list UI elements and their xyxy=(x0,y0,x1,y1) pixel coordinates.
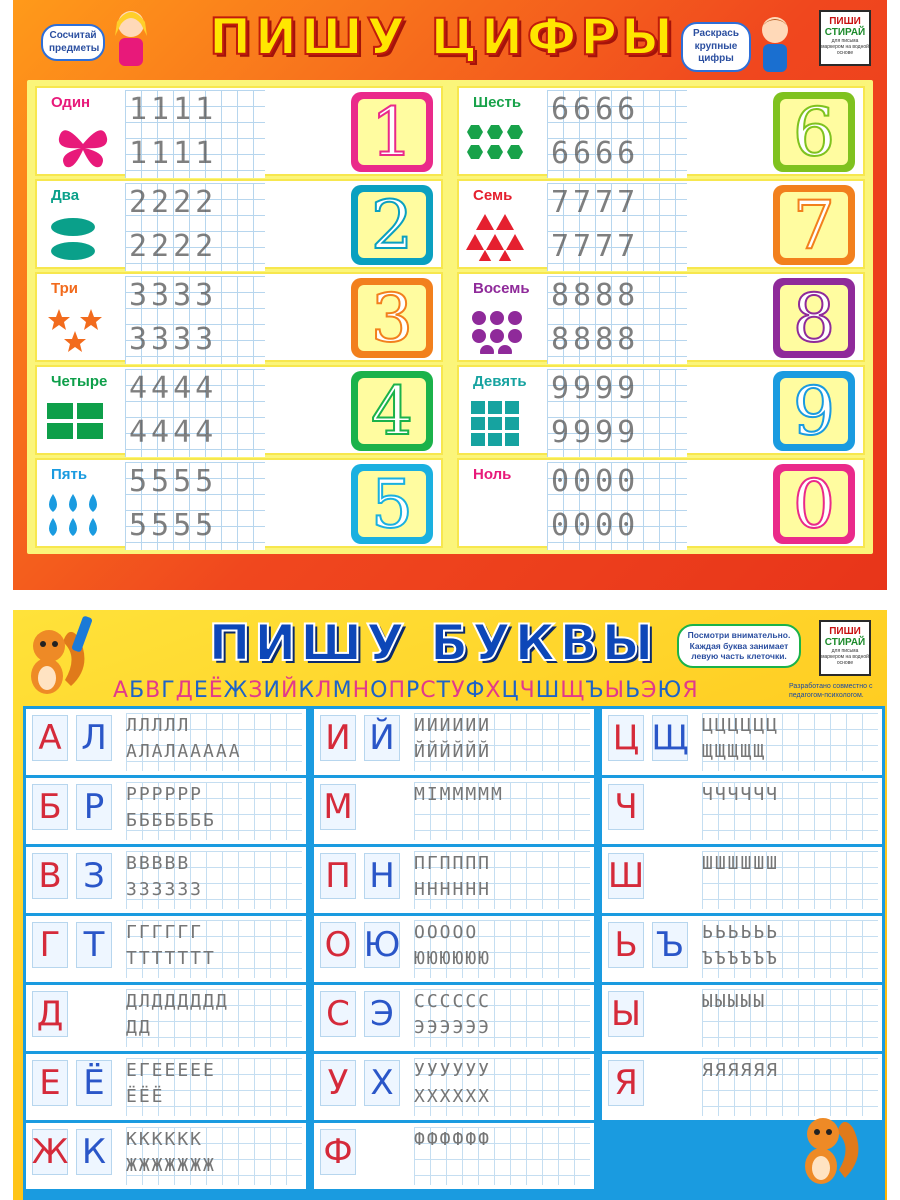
letter-tracing-grid[interactable] xyxy=(126,713,302,771)
digit-row-2 xyxy=(35,179,443,269)
letter-tracing-grid[interactable] xyxy=(702,851,878,909)
alphabet-strip xyxy=(113,678,699,703)
trace-line-2: ЖЖЖЖЖЖЖ xyxy=(126,1155,216,1176)
trace-line-1: УУУУУУ xyxy=(414,1060,492,1081)
letter-row-БР xyxy=(26,778,306,844)
blank-icon xyxy=(465,492,545,540)
model-letter: Ц xyxy=(608,715,644,761)
digit-name: Пять xyxy=(51,466,88,483)
trace-line-1: 6666 xyxy=(551,92,640,127)
model-letter: Б xyxy=(32,784,68,830)
trace-line-2: ЪЪЪЪЪЪ xyxy=(702,948,780,969)
rectangles-icon xyxy=(43,399,123,447)
model-letter: Ь xyxy=(608,922,644,968)
letter-tracing-grid[interactable] xyxy=(414,713,590,771)
alphabet-letter: Э xyxy=(641,678,658,703)
model-letter: В xyxy=(32,853,68,899)
drops-icon xyxy=(43,492,123,540)
trace-line-1: ФФФФФФ xyxy=(414,1129,492,1150)
trace-line-1: 8888 xyxy=(551,278,640,313)
trace-line-2: ТТТТТТТ xyxy=(126,948,216,969)
model-letter: К xyxy=(76,1129,112,1175)
alphabet-letter: З xyxy=(248,678,264,703)
alphabet-letter: Ц xyxy=(501,678,520,703)
letter-tracing-grid[interactable] xyxy=(702,782,878,840)
letters-title: ПИШУ БУКВЫ xyxy=(208,614,658,672)
digit-row-7 xyxy=(457,179,865,269)
alphabet-letter: У xyxy=(451,678,466,703)
big-digit: 5 xyxy=(371,465,413,543)
letter-row-Ч xyxy=(602,778,882,844)
digit-name: Восемь xyxy=(473,280,530,297)
squirrel-with-marker-icon xyxy=(23,616,93,700)
trace-line-2: 6666 xyxy=(551,136,640,171)
alphabet-letter: И xyxy=(263,678,281,703)
squares-icon xyxy=(465,399,545,447)
alphabet-letter: Х xyxy=(485,678,502,703)
alphabet-letter: О xyxy=(370,678,389,703)
trace-line-2: ЁЁЁ xyxy=(126,1086,165,1107)
letter-tracing-grid[interactable] xyxy=(702,989,878,1047)
letter-row-ОЮ xyxy=(314,916,594,982)
letter-row-ЦЩ xyxy=(602,709,882,775)
alphabet-letter: В xyxy=(145,678,162,703)
boy-illustration-icon xyxy=(753,12,797,72)
squirrel-icon xyxy=(795,1104,865,1188)
model-letter: Д xyxy=(32,991,68,1037)
ovals-icon xyxy=(43,213,123,261)
letter-row-ИЙ xyxy=(314,709,594,775)
alphabet-letter: Ь xyxy=(625,678,642,703)
trace-line-1: СССССС xyxy=(414,991,492,1012)
alphabet-letter: А xyxy=(113,678,130,703)
trace-line-1: МІМММММ xyxy=(414,784,504,805)
digit-name: Три xyxy=(51,280,78,297)
alphabet-letter: К xyxy=(298,678,316,703)
alphabet-letter: Р xyxy=(406,678,421,703)
model-letter: Ы xyxy=(608,991,644,1037)
tracing-grid[interactable] xyxy=(547,90,687,178)
model-letter: Т xyxy=(76,922,112,968)
digit-name: Девять xyxy=(473,373,527,390)
model-letter: З xyxy=(76,853,112,899)
trace-line-1: РРРРРР xyxy=(126,784,204,805)
big-digit: 9 xyxy=(793,372,835,450)
trace-line-1: ЛЛЛЛЛ xyxy=(126,715,191,736)
brand-logo-letters: ПИШИ СТИРАЙ для письма маркером на водной основе xyxy=(819,620,871,676)
trace-line-2: ЙЙЙЙЙЙ xyxy=(414,741,492,762)
digit-row-1 xyxy=(35,86,443,176)
big-digit-box[interactable] xyxy=(351,371,433,451)
model-letter: Й xyxy=(364,715,400,761)
letter-row-УХ xyxy=(314,1054,594,1120)
digit-row-9 xyxy=(457,365,865,455)
trace-line-1: 1111 xyxy=(129,92,218,127)
trace-line-2: 9999 xyxy=(551,415,640,450)
letter-tracing-grid[interactable] xyxy=(414,782,590,840)
digit-row-4 xyxy=(35,365,443,455)
big-digit-box[interactable] xyxy=(773,185,855,265)
model-letter: Я xyxy=(608,1060,644,1106)
circles-icon xyxy=(465,306,545,354)
model-letter: Г xyxy=(32,922,68,968)
big-digit: 2 xyxy=(371,186,413,264)
trace-line-2: ЮЮЮЮЮЮ xyxy=(414,948,492,969)
alphabet-letter: Н xyxy=(352,678,371,703)
big-digit: 8 xyxy=(793,279,835,357)
tracing-grid[interactable] xyxy=(125,462,265,550)
alphabet-letter: Ч xyxy=(519,678,536,703)
hexagons-icon xyxy=(465,120,545,168)
alphabet-letter: Я xyxy=(682,678,699,703)
model-letter: И xyxy=(320,715,356,761)
trace-line-2: ЩЩЩЩЩ xyxy=(702,741,767,762)
letter-row-ГТ xyxy=(26,916,306,982)
big-digit-box[interactable] xyxy=(351,185,433,265)
letter-tracing-grid[interactable] xyxy=(126,782,302,840)
trace-line-2: 7777 xyxy=(551,229,640,264)
letter-row-ЕЁ xyxy=(26,1054,306,1120)
trace-line-1: ЦЦЦЦЦЦ xyxy=(702,715,780,736)
model-letter: Х xyxy=(364,1060,400,1106)
model-letter: М xyxy=(320,784,356,830)
model-letter: Ж xyxy=(32,1129,68,1175)
letter-tracing-grid[interactable] xyxy=(702,713,878,771)
trace-line-1: ООООО xyxy=(414,922,479,943)
model-letter: Ч xyxy=(608,784,644,830)
trace-line-1: ДЛДДДДДД xyxy=(126,991,229,1012)
trace-line-1: 0000 xyxy=(551,464,640,499)
instruction-bubble: Посмотри внимательно. Каждая буква занимает левую часть клеточки. xyxy=(677,624,801,668)
trace-line-2: 2222 xyxy=(129,229,218,264)
big-digit-box[interactable] xyxy=(351,464,433,544)
model-letter: Р xyxy=(76,784,112,830)
alphabet-letter: Ы xyxy=(604,678,626,703)
trace-line-2: ЗЗЗЗЗЗ xyxy=(126,879,204,900)
alphabet-letter: Ю xyxy=(657,678,683,703)
model-letter: Ё xyxy=(76,1060,112,1106)
letter-tracing-grid[interactable] xyxy=(126,920,302,978)
big-digit-box[interactable] xyxy=(773,464,855,544)
digit-name: Семь xyxy=(473,187,513,204)
trace-line-2: 4444 xyxy=(129,415,218,450)
alphabet-letter: Б xyxy=(129,678,146,703)
letter-row-ЖК xyxy=(26,1123,306,1189)
alphabet-letter: Щ xyxy=(560,678,586,703)
trace-line-1: ШШШШШШ xyxy=(702,853,780,874)
alphabet-letter: Ж xyxy=(223,678,249,703)
letter-tracing-grid[interactable] xyxy=(414,1127,590,1185)
letter-tracing-grid[interactable] xyxy=(126,1127,302,1185)
model-letter: П xyxy=(320,853,356,899)
letter-row-СЭ xyxy=(314,985,594,1051)
model-letter: Э xyxy=(364,991,400,1037)
digit-name: Один xyxy=(51,94,91,111)
alphabet-letter: Ъ xyxy=(585,678,605,703)
digit-name: Два xyxy=(51,187,80,204)
count-hint-bubble: Сосчитай предметы xyxy=(41,24,105,61)
big-digit-box[interactable] xyxy=(351,278,433,358)
trace-line-2: 5555 xyxy=(129,508,218,543)
digit-name: Ноль xyxy=(473,466,512,483)
big-digit: 0 xyxy=(793,465,835,543)
letter-tracing-grid[interactable] xyxy=(414,989,590,1047)
letter-row-М xyxy=(314,778,594,844)
numbers-title: ПИШУ ЦИФРЫ xyxy=(209,8,677,66)
model-letter: Ф xyxy=(320,1129,356,1175)
letter-row-АЛ xyxy=(26,709,306,775)
alphabet-letter: Т xyxy=(436,678,452,703)
trace-line-2: ХХХХХХ xyxy=(414,1086,492,1107)
model-letter: Е xyxy=(32,1060,68,1106)
big-digit-box[interactable] xyxy=(773,92,855,172)
model-letter: Щ xyxy=(652,715,688,761)
alphabet-letter: Л xyxy=(315,678,333,703)
color-hint-bubble: Раскрась крупные цифры xyxy=(681,22,751,72)
model-letter: Ш xyxy=(608,853,644,899)
trace-line-1: 5555 xyxy=(129,464,218,499)
big-digit: 3 xyxy=(371,279,413,357)
letter-tracing-grid[interactable] xyxy=(126,989,302,1047)
model-letter: О xyxy=(320,922,356,968)
trace-line-1: ПГПППП xyxy=(414,853,492,874)
trace-line-1: ВВВВВ xyxy=(126,853,191,874)
tracing-grid[interactable] xyxy=(547,183,687,271)
alphabet-letter: Е xyxy=(193,678,209,703)
alphabet-letter: С xyxy=(420,678,437,703)
big-digit: 4 xyxy=(371,372,413,450)
trace-line-2: БББББББ xyxy=(126,810,216,831)
model-letter: А xyxy=(32,715,68,761)
digit-name: Четыре xyxy=(51,373,108,390)
alphabet-letter: Д xyxy=(175,678,194,703)
trace-line-2: НННННН xyxy=(414,879,492,900)
trace-line-1: 4444 xyxy=(129,371,218,406)
alphabet-letter: Ш xyxy=(535,678,561,703)
trace-line-2: 8888 xyxy=(551,322,640,357)
tracing-grid[interactable] xyxy=(125,90,265,178)
stars-icon xyxy=(43,306,123,354)
letter-row-Ф xyxy=(314,1123,594,1189)
triangles-icon xyxy=(465,213,545,261)
digit-row-0 xyxy=(457,458,865,548)
digit-row-8 xyxy=(457,272,865,362)
letter-row-Ш xyxy=(602,847,882,913)
trace-line-1: 2222 xyxy=(129,185,218,220)
numbers-poster xyxy=(13,0,887,590)
digit-name: Шесть xyxy=(473,94,522,111)
big-digit-box[interactable] xyxy=(773,278,855,358)
trace-line-1: ГГГГГГ xyxy=(126,922,204,943)
trace-line-1: ЫЫЫЫЫ xyxy=(702,991,767,1012)
letters-poster xyxy=(13,610,887,1200)
model-letter: Л xyxy=(76,715,112,761)
model-letter: Ю xyxy=(364,922,400,968)
letter-row-Д xyxy=(26,985,306,1051)
trace-line-2: 3333 xyxy=(129,322,218,357)
alphabet-letter: М xyxy=(332,678,353,703)
big-digit-box[interactable] xyxy=(351,92,433,172)
tracing-grid[interactable] xyxy=(125,369,265,457)
butterfly-icon xyxy=(43,120,123,168)
trace-line-1: 7777 xyxy=(551,185,640,220)
trace-line-1: ЬЬЬЬЬЬ xyxy=(702,922,780,943)
trace-line-1: 9999 xyxy=(551,371,640,406)
trace-line-2: ДД xyxy=(126,1017,152,1038)
letter-row-Ы xyxy=(602,985,882,1051)
trace-line-1: ЯЯЯЯЯЯ xyxy=(702,1060,780,1081)
letter-tracing-grid[interactable] xyxy=(126,851,302,909)
alphabet-letter: Г xyxy=(161,678,176,703)
trace-line-2: АЛАЛААААА xyxy=(126,741,242,762)
model-letter: Ъ xyxy=(652,922,688,968)
tracing-grid[interactable] xyxy=(547,369,687,457)
alphabet-letter: Ф xyxy=(465,678,486,703)
brand-logo: ПИШИ СТИРАЙ для письма маркером на водной основе xyxy=(819,10,871,66)
trace-line-1: ЧЧЧЧЧЧ xyxy=(702,784,780,805)
letters-panel xyxy=(23,706,885,1200)
model-letter: У xyxy=(320,1060,356,1106)
trace-line-2: 1111 xyxy=(129,136,218,171)
letter-tracing-grid[interactable] xyxy=(414,851,590,909)
trace-line-2: 0000 xyxy=(551,508,640,543)
tracing-grid[interactable] xyxy=(125,183,265,271)
trace-line-1: ЕГЕЕЕЕЕ xyxy=(126,1060,216,1081)
alphabet-letter: П xyxy=(388,678,406,703)
digit-row-3 xyxy=(35,272,443,362)
letter-row-ПН xyxy=(314,847,594,913)
tracing-grid[interactable] xyxy=(547,276,687,364)
letter-row-ВЗ xyxy=(26,847,306,913)
letter-tracing-grid[interactable] xyxy=(414,920,590,978)
letter-tracing-grid[interactable] xyxy=(126,1058,302,1116)
digit-row-5 xyxy=(35,458,443,548)
trace-line-1: ИИИИИИ xyxy=(414,715,492,736)
girl-illustration-icon xyxy=(109,6,153,66)
letter-row-ЬЪ xyxy=(602,916,882,982)
trace-line-1: 3333 xyxy=(129,278,218,313)
letter-tracing-grid[interactable] xyxy=(414,1058,590,1116)
tracing-grid[interactable] xyxy=(125,276,265,364)
letter-tracing-grid[interactable] xyxy=(702,920,878,978)
model-letter: С xyxy=(320,991,356,1037)
psychologist-note: Разработано совместно с педагогом-психологом. xyxy=(789,683,873,699)
big-digit: 6 xyxy=(793,93,835,171)
big-digit-box[interactable] xyxy=(773,371,855,451)
big-digit: 7 xyxy=(793,186,835,264)
trace-line-1: КККККК xyxy=(126,1129,204,1150)
alphabet-letter: Й xyxy=(280,678,299,703)
model-letter: Н xyxy=(364,853,400,899)
trace-line-2: ЭЭЭЭЭЭ xyxy=(414,1017,492,1038)
digit-row-6 xyxy=(457,86,865,176)
alphabet-letter: Ё xyxy=(208,678,224,703)
big-digit: 1 xyxy=(371,93,413,171)
tracing-grid[interactable] xyxy=(547,462,687,550)
